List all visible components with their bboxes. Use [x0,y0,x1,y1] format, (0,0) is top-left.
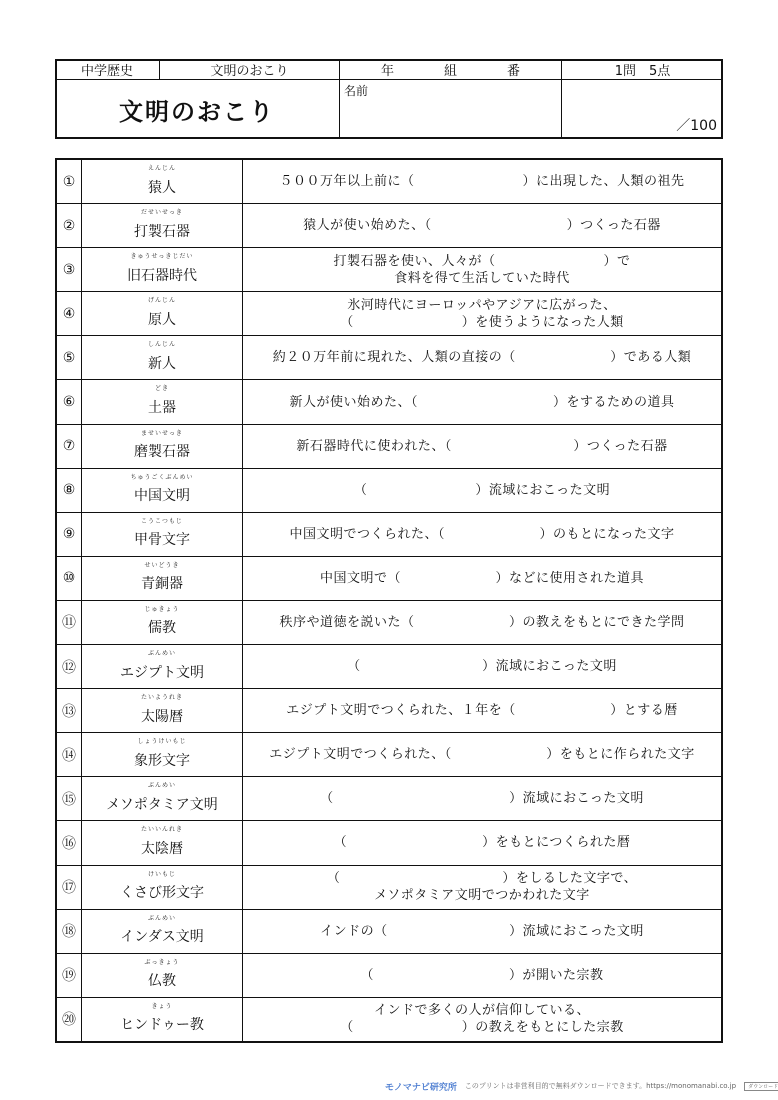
term-cell [82,689,243,733]
term-cell [82,380,243,424]
question-number: ⑮ [56,777,82,821]
term-cell [82,292,243,336]
question-row [56,424,722,468]
question-row [56,600,722,644]
description-line-2: メソポタミア文明でつかわれた文字 [374,888,590,904]
term-cell [82,512,243,556]
question-number: ① [56,159,82,204]
term-label: 象形文字 [134,752,190,769]
term-ruby: しんじん [147,341,176,349]
term-label: メソポタミア文明 [106,796,218,813]
question-row [56,689,722,733]
question-number: ⑳ [56,997,82,1042]
question-row [56,733,722,777]
description-line-1: 新石器時代に使われた、（ ）つくった石器 [296,438,668,454]
question-number: ⑰ [56,865,82,909]
term-label: 太陰暦 [141,840,183,857]
description-cell[interactable] [243,645,723,689]
description-line-1: 猿人が使い始めた、（ ）つくった石器 [303,218,661,234]
footer-text: このプリントは非営利目的で無料ダウンロードできます。https://monomanabi.co.jp [464,1082,737,1090]
subject-label: 中学歴史 [55,59,160,80]
term-label: 旧石器時代 [127,267,197,284]
description-cell[interactable] [243,997,723,1042]
description-line-1: 打製石器を使い、人々が（ ）で [333,253,631,269]
description-line-1: エジプト文明でつくられた、（ ）をもとに作られた文字 [269,747,695,763]
term-label: 磨製石器 [134,444,190,461]
description-line-1: （ ）流域におこった文明 [320,791,644,807]
term-cell [82,600,243,644]
term-label: 甲骨文字 [134,532,190,549]
term-cell [82,556,243,600]
grade-number-label: 番 [507,64,521,79]
term-cell [82,953,243,997]
question-number: ⑲ [56,953,82,997]
description-cell[interactable] [243,689,723,733]
question-row [56,336,722,380]
description-cell[interactable] [243,204,723,248]
description-line-1: エジプト文明でつくられた、１年を（ ）とする暦 [286,703,678,719]
term-ruby: ぶんめい [147,650,176,658]
question-row [56,159,722,204]
header-row-bottom [55,79,723,139]
term-ruby: きゅうせっきじだい [130,253,194,261]
question-row [56,380,722,424]
term-label: 土器 [148,400,176,417]
question-number: ⑥ [56,380,82,424]
term-ruby: たいいんれき [140,826,183,834]
footer-logo: モノマナビ研究所 [385,1082,457,1093]
question-number: ⑩ [56,556,82,600]
description-line-1: （ ）をしるした文字で、 [326,871,638,887]
description-line-1: インドの（ ）流域におこった文明 [320,923,644,939]
question-number: ⑦ [56,424,82,468]
term-cell [82,424,243,468]
question-number: ③ [56,248,82,292]
grade-year-label: 年 [380,64,394,79]
term-ruby: ぶっきょう [144,958,180,966]
question-number: ⑯ [56,821,82,865]
term-cell [82,865,243,909]
description-cell[interactable] [243,292,723,336]
term-ruby: げんじん [147,297,176,305]
question-row [56,512,722,556]
footer-box: ダウンロード [744,1082,778,1091]
question-number: ⑧ [56,468,82,512]
description-line-1: 新人が使い始めた、（ ）をするための道具 [289,394,675,410]
term-cell [82,248,243,292]
description-cell[interactable] [243,953,723,997]
description-cell[interactable] [243,556,723,600]
question-number: ⑪ [56,600,82,644]
question-row [56,556,722,600]
question-row [56,292,722,336]
question-row [56,468,722,512]
question-number: ④ [56,292,82,336]
description-cell[interactable] [243,600,723,644]
term-ruby: ぶんめい [147,782,176,790]
term-ruby: たいようれき [140,694,183,702]
question-table [55,158,723,1043]
term-cell [82,336,243,380]
description-line-1: インドで多くの人が信仰している、 [373,1003,590,1019]
term-ruby: どき [154,385,169,393]
term-cell [82,204,243,248]
question-row [56,248,722,292]
term-cell [82,733,243,777]
term-cell [82,821,243,865]
description-line-1: 中国文明でつくられた、（ ）のもとになった文字 [289,526,675,542]
description-cell[interactable] [243,512,723,556]
term-label: エジプト文明 [120,664,204,681]
description-line-1: （ ）をもとにつくられた暦 [333,835,631,851]
term-label: 仏教 [148,973,176,990]
description-line-1: 秩序や道徳を説いた（ ）の教えをもとにできた学問 [279,614,685,630]
header-row-top [55,59,723,80]
description-line-1: 中国文明で（ ）などに使用された道具 [319,570,644,586]
question-number: ⑫ [56,645,82,689]
term-cell [82,997,243,1042]
description-line-2: （ ）を使うようになった人類 [340,314,624,330]
term-ruby: だせいせっき [141,209,183,217]
description-cell[interactable] [243,159,723,204]
score-field[interactable] [562,80,723,139]
question-row [56,865,722,909]
term-ruby: ぶんめい [147,914,176,922]
term-label: ヒンドゥー教 [120,1017,204,1034]
description-line-1: （ ）流域におこった文明 [347,659,617,675]
term-cell [82,645,243,689]
unit-label: 文明のおこり [160,59,340,80]
term-cell [82,159,243,204]
description-cell[interactable] [243,424,723,468]
description-cell[interactable] [243,821,723,865]
question-row [56,997,722,1042]
question-row [56,777,722,821]
term-label: 猿人 [148,179,176,196]
question-row [56,909,722,953]
question-row [56,821,722,865]
term-cell [82,468,243,512]
term-label: 中国文明 [134,488,190,505]
description-line-2: 食料を得て生活していた時代 [394,270,570,286]
page-title: 文明のおこり [55,80,340,139]
term-cell [82,909,243,953]
term-ruby: えんじん [147,165,176,172]
question-number: ⑨ [56,512,82,556]
description-cell[interactable] [243,865,723,909]
description-cell[interactable] [243,909,723,953]
score-label: ／100 [676,118,717,134]
question-row [56,953,722,997]
description-cell[interactable] [243,336,723,380]
description-cell[interactable] [243,248,723,292]
description-line-1: 氷河時代にヨーロッパやアジアに広がった、 [347,297,617,313]
description-cell[interactable] [243,380,723,424]
term-label: 太陽暦 [141,708,183,725]
description-cell[interactable] [243,468,723,512]
description-cell[interactable] [243,777,723,821]
term-ruby: ませいせっき [141,429,183,437]
term-label: くさび形文字 [120,885,204,902]
term-ruby: きょう [151,1002,173,1010]
description-line-1: （ ）流域におこった文明 [353,482,611,498]
question-number: ⑤ [56,336,82,380]
term-ruby: こうこつもじ [141,517,183,525]
term-label: 青銅器 [141,576,183,593]
question-row [56,645,722,689]
term-label: 原人 [148,311,176,328]
question-number: ② [56,204,82,248]
term-label: 儒教 [148,620,176,637]
term-ruby: せいどうき [144,561,180,569]
term-ruby: けいもじ [147,870,176,878]
grade-class-label: 組 [443,64,457,79]
question-number: ⑭ [56,733,82,777]
term-ruby: しょうけいもじ [137,738,187,746]
description-cell[interactable] [243,733,723,777]
term-cell [82,777,243,821]
term-label: インダス文明 [120,929,204,946]
footer [385,1078,778,1094]
term-label: 打製石器 [134,223,190,240]
term-label: 新人 [148,355,176,372]
question-number: ⑱ [56,909,82,953]
grade-class-number [340,59,562,80]
points-label: 1問 5点 [614,64,671,79]
description-line-1: ５００万年以上前に（ ）に出現した、人類の祖先 [279,174,685,190]
question-row [56,204,722,248]
question-number: ⑬ [56,689,82,733]
term-ruby: ちゅうごくぶんめい [130,473,194,481]
description-line-2: （ ）の教えをもとにした宗教 [340,1020,624,1036]
name-label: 名前 [344,84,369,98]
term-ruby: じゅきょう [144,605,180,613]
description-line-1: 約２０万年前に現れた、人類の直接の（ ）である人類 [272,350,692,366]
description-line-1: （ ）が開いた宗教 [360,967,604,983]
name-field[interactable] [340,80,562,139]
